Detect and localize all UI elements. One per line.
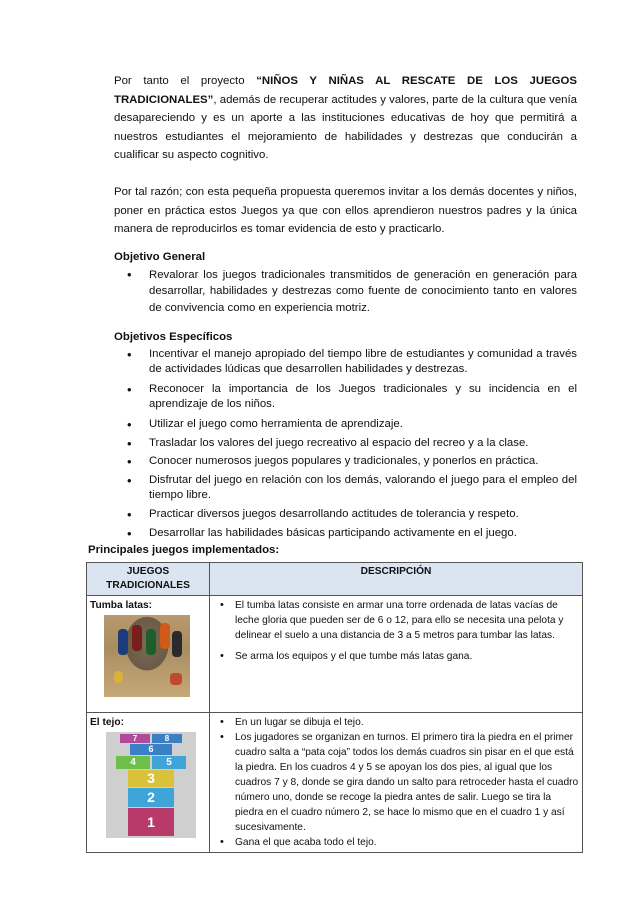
description-item: • El tumba latas consiste en armar una torre ordenada de latas vacías de leche gloria que pueden ser de 6 o 12, para ello se necesita una pelota y delinear el suelo a una distancia de 3 a 5 metros para tumbar las latas.: [235, 598, 579, 643]
hop-square: 4: [116, 756, 150, 769]
intro-text-end: , además de recuperar actitudes y valores, parte de la cultura que venía desapareciendo y es un aporte a las instituciones educativas de hoy que permitirá a nuestros estudiantes el mejoramiento de habilidades y destrezas que conducirán a cualificar su aspecto cognitivo.: [114, 93, 577, 162]
objetivo-especifico-item: • Conocer numerosos juegos populares y tradicionales, y ponerlos en práctica.: [149, 454, 577, 470]
objetivo-especifico-item: • Practicar diversos juegos desarrollando actitudes de tolerancia y respeto.: [149, 507, 577, 523]
description-item: • Gana el que acaba todo el tejo.: [235, 835, 579, 850]
game-cell: [87, 596, 210, 713]
description-item: • Los jugadores se organizan en turnos. El primero tira la piedra en el primer cuadro salta a “pata coja” todos los demás cuadros sin pisar en el que está la piedra. En los cuadros 4 y 5 se apoyan los dos pies, al igual que los cuadros 7 y 8, donde se gira dando un salto para retroceder hasta el cuadro número uno, donde se recoge la piedra antes de salir. Luego se tira la piedra en el cuadro número 2, se hace lo mismo que en el cuadro 1 y así sucesivamente.: [235, 730, 579, 835]
table-header-row: [87, 563, 583, 596]
table-row: [87, 596, 583, 713]
table-row: [87, 713, 583, 853]
game-name: Tumba latas:: [90, 600, 153, 611]
tumba-latas-photo: [104, 615, 190, 697]
games-table: [86, 562, 583, 853]
project-title: “NIÑOS Y NIÑAS AL RESCATE DE LOS JUEGOS TRADICIONALES”: [114, 75, 577, 106]
objetivo-general-section: [114, 248, 577, 316]
hop-square: 6: [130, 744, 172, 755]
invitation-paragraph: Por tal razón; con esta pequeña propuesta queremos invitar a los demás docentes y niños, poner en práctica estos Juegos ya que con ellos aprendieron nuestros padres y la única manera de reproducirlos es tomar evidencia de esto y practicarlo.: [114, 186, 577, 236]
objetivo-especifico-item: • Incentivar el manejo apropiado del tiempo libre de estudiantes y comunidad a través de actividades lúdicas que desarrollen habilidades y destrezas.: [149, 347, 577, 378]
objetivo-especifico-item: • Utilizar el juego como herramienta de aprendizaje.: [149, 417, 577, 433]
description-item: • En un lugar se dibuja el tejo.: [235, 715, 579, 730]
header-descripcion: DESCRIPCIÓN: [210, 563, 583, 596]
objetivo-especifico-item: • Trasladar los valores del juego recreativo al espacio del recreo y a la clase.: [149, 436, 577, 452]
hop-square: 1: [128, 808, 174, 836]
game-name: El tejo:: [90, 717, 124, 728]
objetivo-especifico-item: • Desarrollar las habilidades básicas participando activamente en el juego.: [149, 526, 577, 542]
hop-square: 5: [152, 756, 186, 769]
intro-text-start: Por tanto el proyecto: [114, 75, 257, 87]
principales-juegos-heading: Principales juegos implementados:: [88, 544, 280, 556]
objetivo-especifico-item: • Reconocer la importancia de los Juegos tradicionales y su incidencia en el aprendizaje de los niños.: [149, 382, 577, 413]
game-description: [210, 596, 583, 713]
description-item: • Se arma los equipos y el que tumbe más latas gana.: [235, 649, 579, 664]
hop-square: 2: [128, 788, 174, 807]
intro-paragraph: [114, 72, 577, 165]
hop-square: 3: [128, 770, 174, 787]
header-juegos: JUEGOS TRADICIONALES: [87, 563, 210, 596]
game-cell: [87, 713, 210, 853]
objetivo-general-heading: Objetivo General: [114, 251, 206, 263]
objetivo-especifico-item: • Disfrutar del juego en relación con los demás, valorando el juego para el empleo del tiempo libre.: [149, 473, 577, 504]
hop-square: 8: [152, 734, 182, 743]
objetivos-especificos-section: [114, 328, 577, 541]
objetivo-general-item: • Revalorar los juegos tradicionales transmitidos de generación en generación para desarrollar, habilidades y destrezas como fuente de conocimiento tanto en valores de convivencia como en experiencia motriz.: [149, 267, 577, 317]
objetivos-especificos-heading: Objetivos Específicos: [114, 331, 233, 343]
hopscotch-image: [106, 732, 196, 838]
hop-square: 7: [120, 734, 150, 743]
game-description: [210, 713, 583, 853]
